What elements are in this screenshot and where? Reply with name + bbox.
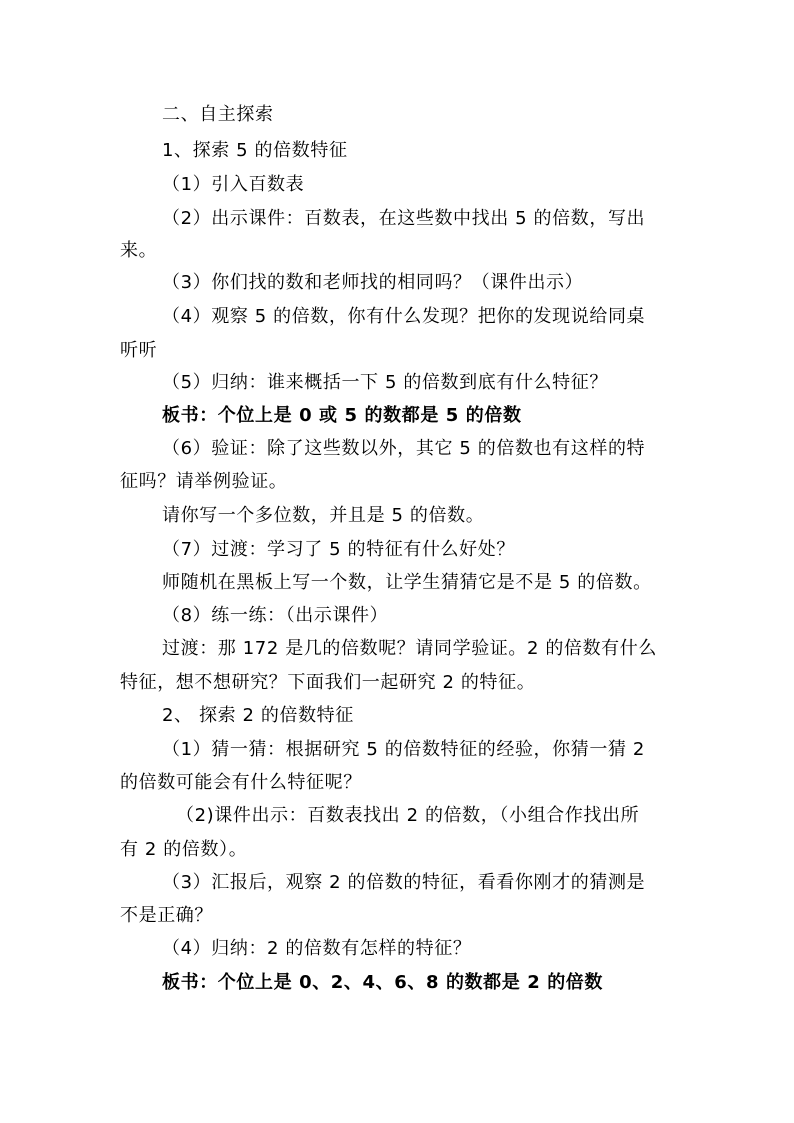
section-heading: 二、自主探索 bbox=[162, 104, 274, 125]
step-text: （2)课件出示：百数表找出 2 的倍数，（小组合作找出所 bbox=[176, 805, 640, 826]
step-text: （3）汇报后，观察 2 的倍数的特征，看看你刚才的猜测是 bbox=[162, 872, 646, 893]
step-text-continued: 的倍数可能会有什么特征呢？ bbox=[120, 772, 362, 793]
step-text: （5）归纳：谁来概括一下 5 的倍数到底有什么特征？ bbox=[162, 372, 608, 393]
step-text: （3）你们找的数和老师找的相同吗？（课件出示） bbox=[162, 272, 584, 293]
step-text: （1）引入百数表 bbox=[162, 174, 305, 195]
step-text-continued: 征吗？请举例验证。 bbox=[120, 471, 288, 492]
step-text-continued: 听听 bbox=[120, 340, 158, 361]
board-note: 板书：个位上是 0 或 5 的数都是 5 的倍数 bbox=[162, 405, 522, 426]
paragraph-continued: 特征，想不想研究？下面我们一起研究 2 的特征。 bbox=[120, 672, 536, 693]
step-text: （4）归纳：2 的倍数有怎样的特征？ bbox=[162, 938, 472, 959]
step-text: （4）观察 5 的倍数，你有什么发现？把你的发现说给同桌 bbox=[162, 306, 646, 327]
step-text: （2）出示课件：百数表，在这些数中找出 5 的倍数，写出 bbox=[162, 208, 646, 229]
step-text-continued: 来。 bbox=[120, 240, 158, 261]
step-text-continued: 有 2 的倍数）。 bbox=[120, 839, 248, 860]
step-text: （1）猜一猜：根据研究 5 的倍数特征的经验，你猜一猜 2 bbox=[162, 739, 645, 760]
step-text: （6）验证：除了这些数以外，其它 5 的倍数也有这样的特 bbox=[162, 438, 646, 459]
paragraph: 师随机在黑板上写一个数，让学生猜猜它是不是 5 的倍数。 bbox=[162, 572, 652, 593]
step-text: （8）练一练：（出示课件） bbox=[162, 605, 389, 626]
board-note: 板书：个位上是 0、2、4、6、8 的数都是 2 的倍数 bbox=[162, 972, 604, 993]
paragraph: 请你写一个多位数，并且是 5 的倍数。 bbox=[162, 505, 485, 526]
step-text-continued: 不是正确？ bbox=[120, 905, 213, 926]
subsection-heading-5: 1、探索 5 的倍数特征 bbox=[162, 140, 348, 161]
paragraph: 过渡：那 172 是几的倍数呢？请同学验证。2 的倍数有什么 bbox=[162, 638, 657, 659]
subsection-heading-2: 2、 探索 2 的倍数特征 bbox=[162, 705, 354, 726]
step-text: （7）过渡：学习了 5 的特征有什么好处？ bbox=[162, 539, 515, 560]
